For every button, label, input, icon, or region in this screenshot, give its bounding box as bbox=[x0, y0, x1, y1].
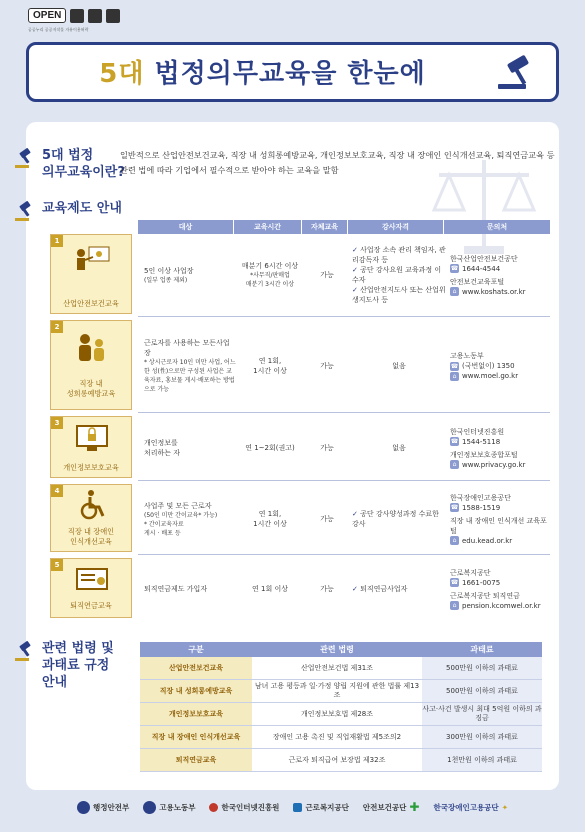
phone-icon: ☎ bbox=[450, 579, 459, 586]
laws-category: 직장 내 성희롱예방교육 bbox=[140, 680, 252, 702]
contact-url[interactable]: www.privacy.go.kr bbox=[462, 460, 526, 469]
license-icon-3 bbox=[106, 9, 120, 23]
category-label-line1: 직장 내 bbox=[79, 379, 103, 388]
logo-moel bbox=[143, 801, 195, 814]
qual-cell: 없음 bbox=[392, 444, 406, 452]
laws-fine: 500만원 이하의 과태료 bbox=[422, 657, 542, 679]
web-icon: ⌂ bbox=[450, 372, 459, 381]
logo-kead bbox=[433, 802, 508, 813]
contact-name: 근로복지공단 bbox=[450, 568, 491, 577]
qual-item: ✓ 퇴직연금사업자 bbox=[352, 584, 446, 594]
hours-cell bbox=[236, 234, 304, 316]
system-heading bbox=[14, 200, 122, 223]
target-text: 사업주 및 모든 근로자 bbox=[144, 501, 212, 510]
row-number: 2 bbox=[51, 321, 63, 333]
hours-cell: 연 1회, 1시간 이상 bbox=[253, 357, 287, 375]
kead-icon: ✦ bbox=[501, 802, 508, 812]
logo-kosha bbox=[363, 800, 420, 814]
table-row bbox=[50, 484, 550, 554]
gavel-icon bbox=[14, 148, 36, 170]
hours-cell: 연 1~2회(권고) bbox=[245, 444, 295, 452]
laws-law: 산업안전보건법 제31조 bbox=[301, 663, 373, 672]
gavel-icon bbox=[498, 55, 542, 91]
col-hours: 교육시간 bbox=[234, 220, 302, 234]
contact-phone: 1588-1519 bbox=[462, 503, 501, 512]
contact-name: 직장 내 장애인 인식개선 교육포털 bbox=[450, 516, 547, 535]
category-label: 개인정보보호교육 bbox=[63, 463, 119, 472]
contact-phone: (국번없이) 1350 bbox=[462, 362, 515, 370]
web-icon: ⌂ bbox=[450, 601, 459, 610]
category-cell bbox=[50, 320, 132, 410]
category-label: 산업안전보건교육 bbox=[63, 299, 119, 308]
wheelchair-icon bbox=[73, 489, 111, 521]
contact-phone: 1661-0075 bbox=[462, 578, 501, 587]
phone-icon: ☎ bbox=[450, 504, 459, 511]
category-cell bbox=[50, 416, 132, 478]
row-number: 3 bbox=[51, 417, 63, 429]
comwel-icon bbox=[293, 803, 302, 812]
laws-category: 직장 내 장애인 인식개선교육 bbox=[140, 726, 252, 748]
contact-cell bbox=[450, 416, 550, 480]
col-contact: 문의처 bbox=[486, 223, 508, 231]
row-number: 4 bbox=[51, 485, 63, 497]
contact-name: 근로복지공단 퇴직연금 bbox=[450, 591, 520, 600]
row-divider bbox=[138, 412, 550, 413]
intro-heading-line2: 의무교육이란? bbox=[42, 165, 125, 180]
qual-cell bbox=[352, 558, 446, 620]
contact-name: 안전보건교육포털 bbox=[450, 277, 505, 286]
category-cell bbox=[50, 234, 132, 314]
logo-label: 근로복지공단 bbox=[305, 802, 349, 812]
intro-heading-line1: 5대 법정 bbox=[42, 148, 94, 163]
qual-item: ✓ 사업장 소속 관리 책임자, 관리감독자 등 bbox=[352, 245, 446, 265]
logo-comwel bbox=[293, 802, 348, 813]
target-note: * 상시근로자 10인 미만 사업, 어느 한 성(性)으로만 구성된 사업은 교육자료, 홍보물 게시·배포하는 방법으로 가능 bbox=[144, 359, 236, 393]
row-divider bbox=[138, 316, 550, 317]
self-cell: 가능 bbox=[320, 362, 334, 370]
logo-label: 한국장애인고용공단 bbox=[433, 802, 499, 812]
laws-col-fine: 과태료 bbox=[470, 645, 494, 654]
category-label-line2: 인식개선교육 bbox=[70, 537, 112, 546]
row-number: 1 bbox=[51, 235, 63, 247]
laws-category: 산업안전보건교육 bbox=[140, 657, 252, 679]
category-label-line1: 직장 내 장애인 bbox=[67, 527, 115, 536]
qual-cell bbox=[352, 234, 446, 316]
laws-row bbox=[140, 657, 542, 680]
laws-row bbox=[140, 749, 542, 772]
col-qual: 강사자격 bbox=[348, 220, 444, 234]
logo-mois bbox=[77, 801, 129, 814]
contact-name: 한국인터넷진흥원 bbox=[450, 427, 505, 436]
contact-cell bbox=[450, 558, 550, 620]
target-cell bbox=[144, 484, 236, 554]
web-icon: ⌂ bbox=[450, 536, 459, 545]
laws-law: 근로자 퇴직급여 보장법 제32조 bbox=[288, 755, 386, 764]
laws-fine: 300만원 이하의 과태료 bbox=[422, 726, 542, 748]
category-cell bbox=[50, 558, 132, 618]
people-comfort-icon bbox=[73, 331, 111, 363]
target-cell: 개인정보를 처리하는 자 bbox=[144, 439, 181, 457]
row-number: 5 bbox=[51, 559, 63, 571]
contact-name: 고용노동부 bbox=[450, 352, 484, 360]
target-text: 근로자를 사용하는 모든사업장 bbox=[144, 339, 230, 357]
laws-category: 개인정보보호교육 bbox=[140, 703, 252, 725]
contact-url[interactable]: www.koshats.or.kr bbox=[462, 287, 526, 296]
target-cell bbox=[144, 320, 236, 412]
qual-cell: 없음 bbox=[392, 362, 406, 370]
kosha-icon: ✚ bbox=[409, 800, 420, 814]
web-icon: ⌂ bbox=[450, 460, 459, 469]
hours-text: 매분기 6시간 이상 bbox=[241, 262, 299, 270]
web-icon: ⌂ bbox=[450, 287, 459, 296]
logo-label: 행정안전부 bbox=[93, 802, 130, 812]
kisa-icon bbox=[209, 803, 218, 812]
laws-table-header bbox=[140, 642, 542, 657]
contact-cell bbox=[450, 484, 550, 554]
hours-cell: 연 1회 이상 bbox=[252, 585, 288, 593]
gavel-icon bbox=[14, 641, 36, 663]
category-label-line2: 성희롱예방교육 bbox=[66, 389, 116, 398]
target-note: (일부 업종 제외) bbox=[144, 276, 188, 284]
pension-document-icon bbox=[73, 565, 111, 597]
category-cell bbox=[50, 484, 132, 552]
logo-kisa bbox=[209, 802, 279, 813]
table-row bbox=[50, 416, 550, 480]
laws-table bbox=[140, 642, 542, 772]
intro-text: 일반적으로 산업안전보건교육, 직장 내 성희롱예방교육, 개인정보보호교육, 직장 내 장애인 인식개선교육, 퇴직연금교육 등 관련 법에 따라 기업에서 필수적으로 받아야 하는 교육을 말함 bbox=[120, 150, 555, 175]
phone-icon: ☎ bbox=[450, 438, 459, 445]
contact-name: 한국산업안전보건공단 bbox=[450, 254, 518, 263]
hours-cell: 연 1회, 1시간 이상 bbox=[253, 510, 287, 528]
laws-col-law: 관련 법령 bbox=[320, 645, 354, 654]
gavel-icon bbox=[14, 201, 36, 223]
contact-phone: 1644-4544 bbox=[462, 264, 501, 273]
table-row bbox=[50, 234, 550, 316]
taegeuk-icon bbox=[143, 801, 156, 814]
open-license-subtext: 공공누리 공공저작물 자유이용허락 bbox=[28, 27, 89, 32]
laws-category: 퇴직연금교육 bbox=[140, 749, 252, 771]
laws-row bbox=[140, 726, 542, 749]
intro-heading bbox=[14, 147, 125, 181]
qual-item: ✓ 공단 강사요원 교육과정 이수자 bbox=[352, 265, 446, 285]
target-cell: 퇴직연금제도 가입자 bbox=[144, 585, 208, 593]
laws-heading bbox=[14, 640, 114, 691]
taegeuk-icon bbox=[77, 801, 90, 814]
contact-cell bbox=[450, 234, 550, 316]
qual-item: ✓ 산업안전지도사 또는 산업위생지도사 등 bbox=[352, 285, 446, 305]
logo-label: 안전보건공단 bbox=[362, 802, 407, 812]
safety-presentation-icon bbox=[73, 245, 111, 277]
logo-label: 한국인터넷진흥원 bbox=[221, 802, 280, 812]
laws-heading-line2: 과태료 규정 bbox=[42, 658, 110, 673]
laws-law: 장애인 고용 촉진 및 직업재활법 제5조의2 bbox=[272, 732, 402, 741]
open-label: OPEN bbox=[28, 8, 66, 23]
title-highlight: 5대 bbox=[99, 59, 145, 89]
laws-col-category: 구분 bbox=[188, 645, 204, 654]
laws-heading-line1: 관련 법령 및 bbox=[42, 641, 114, 656]
hours-note: *사무직/판매업 매분기 3시간 이상 bbox=[245, 272, 295, 288]
logo-label: 고용노동부 bbox=[159, 802, 196, 812]
contact-url[interactable]: pension.kcomwel.or.kr bbox=[462, 601, 541, 610]
target-note: (50인 미만 간이교육* 가능) * 간이교육자료 게시 · 배포 등 bbox=[144, 511, 218, 537]
col-self: 자체교육 bbox=[302, 220, 348, 234]
license-icon-2 bbox=[88, 9, 102, 23]
self-cell: 가능 bbox=[320, 271, 334, 279]
target-text: 5인 이상 사업장 bbox=[144, 266, 194, 275]
qual-item: ✓ 공단 강사양성과정 수료한 강사 bbox=[352, 509, 446, 529]
target-cell bbox=[144, 234, 236, 316]
laws-fine: 1천만원 이하의 과태료 bbox=[422, 749, 542, 771]
table-row bbox=[50, 320, 550, 412]
contact-phone: 1544-5118 bbox=[462, 437, 501, 446]
row-divider bbox=[138, 480, 550, 481]
phone-icon: ☎ bbox=[450, 265, 459, 272]
laws-heading-line3: 안내 bbox=[42, 675, 68, 690]
footer-logos bbox=[0, 800, 585, 814]
laws-fine: 사고·사건 발생시 최대 5억원 이하의 과징금 bbox=[422, 703, 542, 725]
phone-icon: ☎ bbox=[450, 362, 459, 370]
laws-law: 개인정보보호법 제28조 bbox=[301, 709, 373, 718]
category-label bbox=[51, 527, 131, 547]
monitor-lock-icon bbox=[73, 423, 111, 455]
contact-url[interactable]: www.moel.go.kr bbox=[462, 372, 519, 380]
table-header bbox=[138, 220, 550, 234]
laws-law: 남녀 고용 평등과 일·가정 양립 지원에 관한 법률 제13조 bbox=[254, 682, 420, 699]
qual-cell bbox=[352, 484, 446, 554]
row-divider bbox=[138, 554, 550, 555]
contact-url[interactable]: edu.kead.or.kr bbox=[462, 536, 513, 545]
laws-row bbox=[140, 680, 542, 703]
open-license-logo bbox=[28, 8, 120, 23]
col-target: 대상 bbox=[138, 220, 234, 234]
title-banner bbox=[26, 42, 559, 102]
license-icon-1 bbox=[70, 9, 84, 23]
laws-row bbox=[140, 703, 542, 726]
title-rest: 법정의무교육을 한눈에 bbox=[144, 59, 426, 89]
contact-cell bbox=[450, 320, 550, 412]
contact-name: 한국장애인고용공단 bbox=[450, 493, 511, 502]
page-title bbox=[29, 53, 496, 90]
category-label: 퇴직연금교육 bbox=[70, 601, 112, 610]
self-cell: 가능 bbox=[320, 515, 334, 523]
category-label bbox=[51, 379, 131, 399]
self-cell: 가능 bbox=[320, 585, 334, 593]
laws-fine: 500만원 이하의 과태료 bbox=[422, 680, 542, 702]
self-cell: 가능 bbox=[320, 444, 334, 452]
table-row bbox=[50, 558, 550, 620]
system-heading-label: 교육제도 안내 bbox=[42, 201, 122, 216]
contact-name: 개인정보보호종합포털 bbox=[450, 450, 518, 459]
